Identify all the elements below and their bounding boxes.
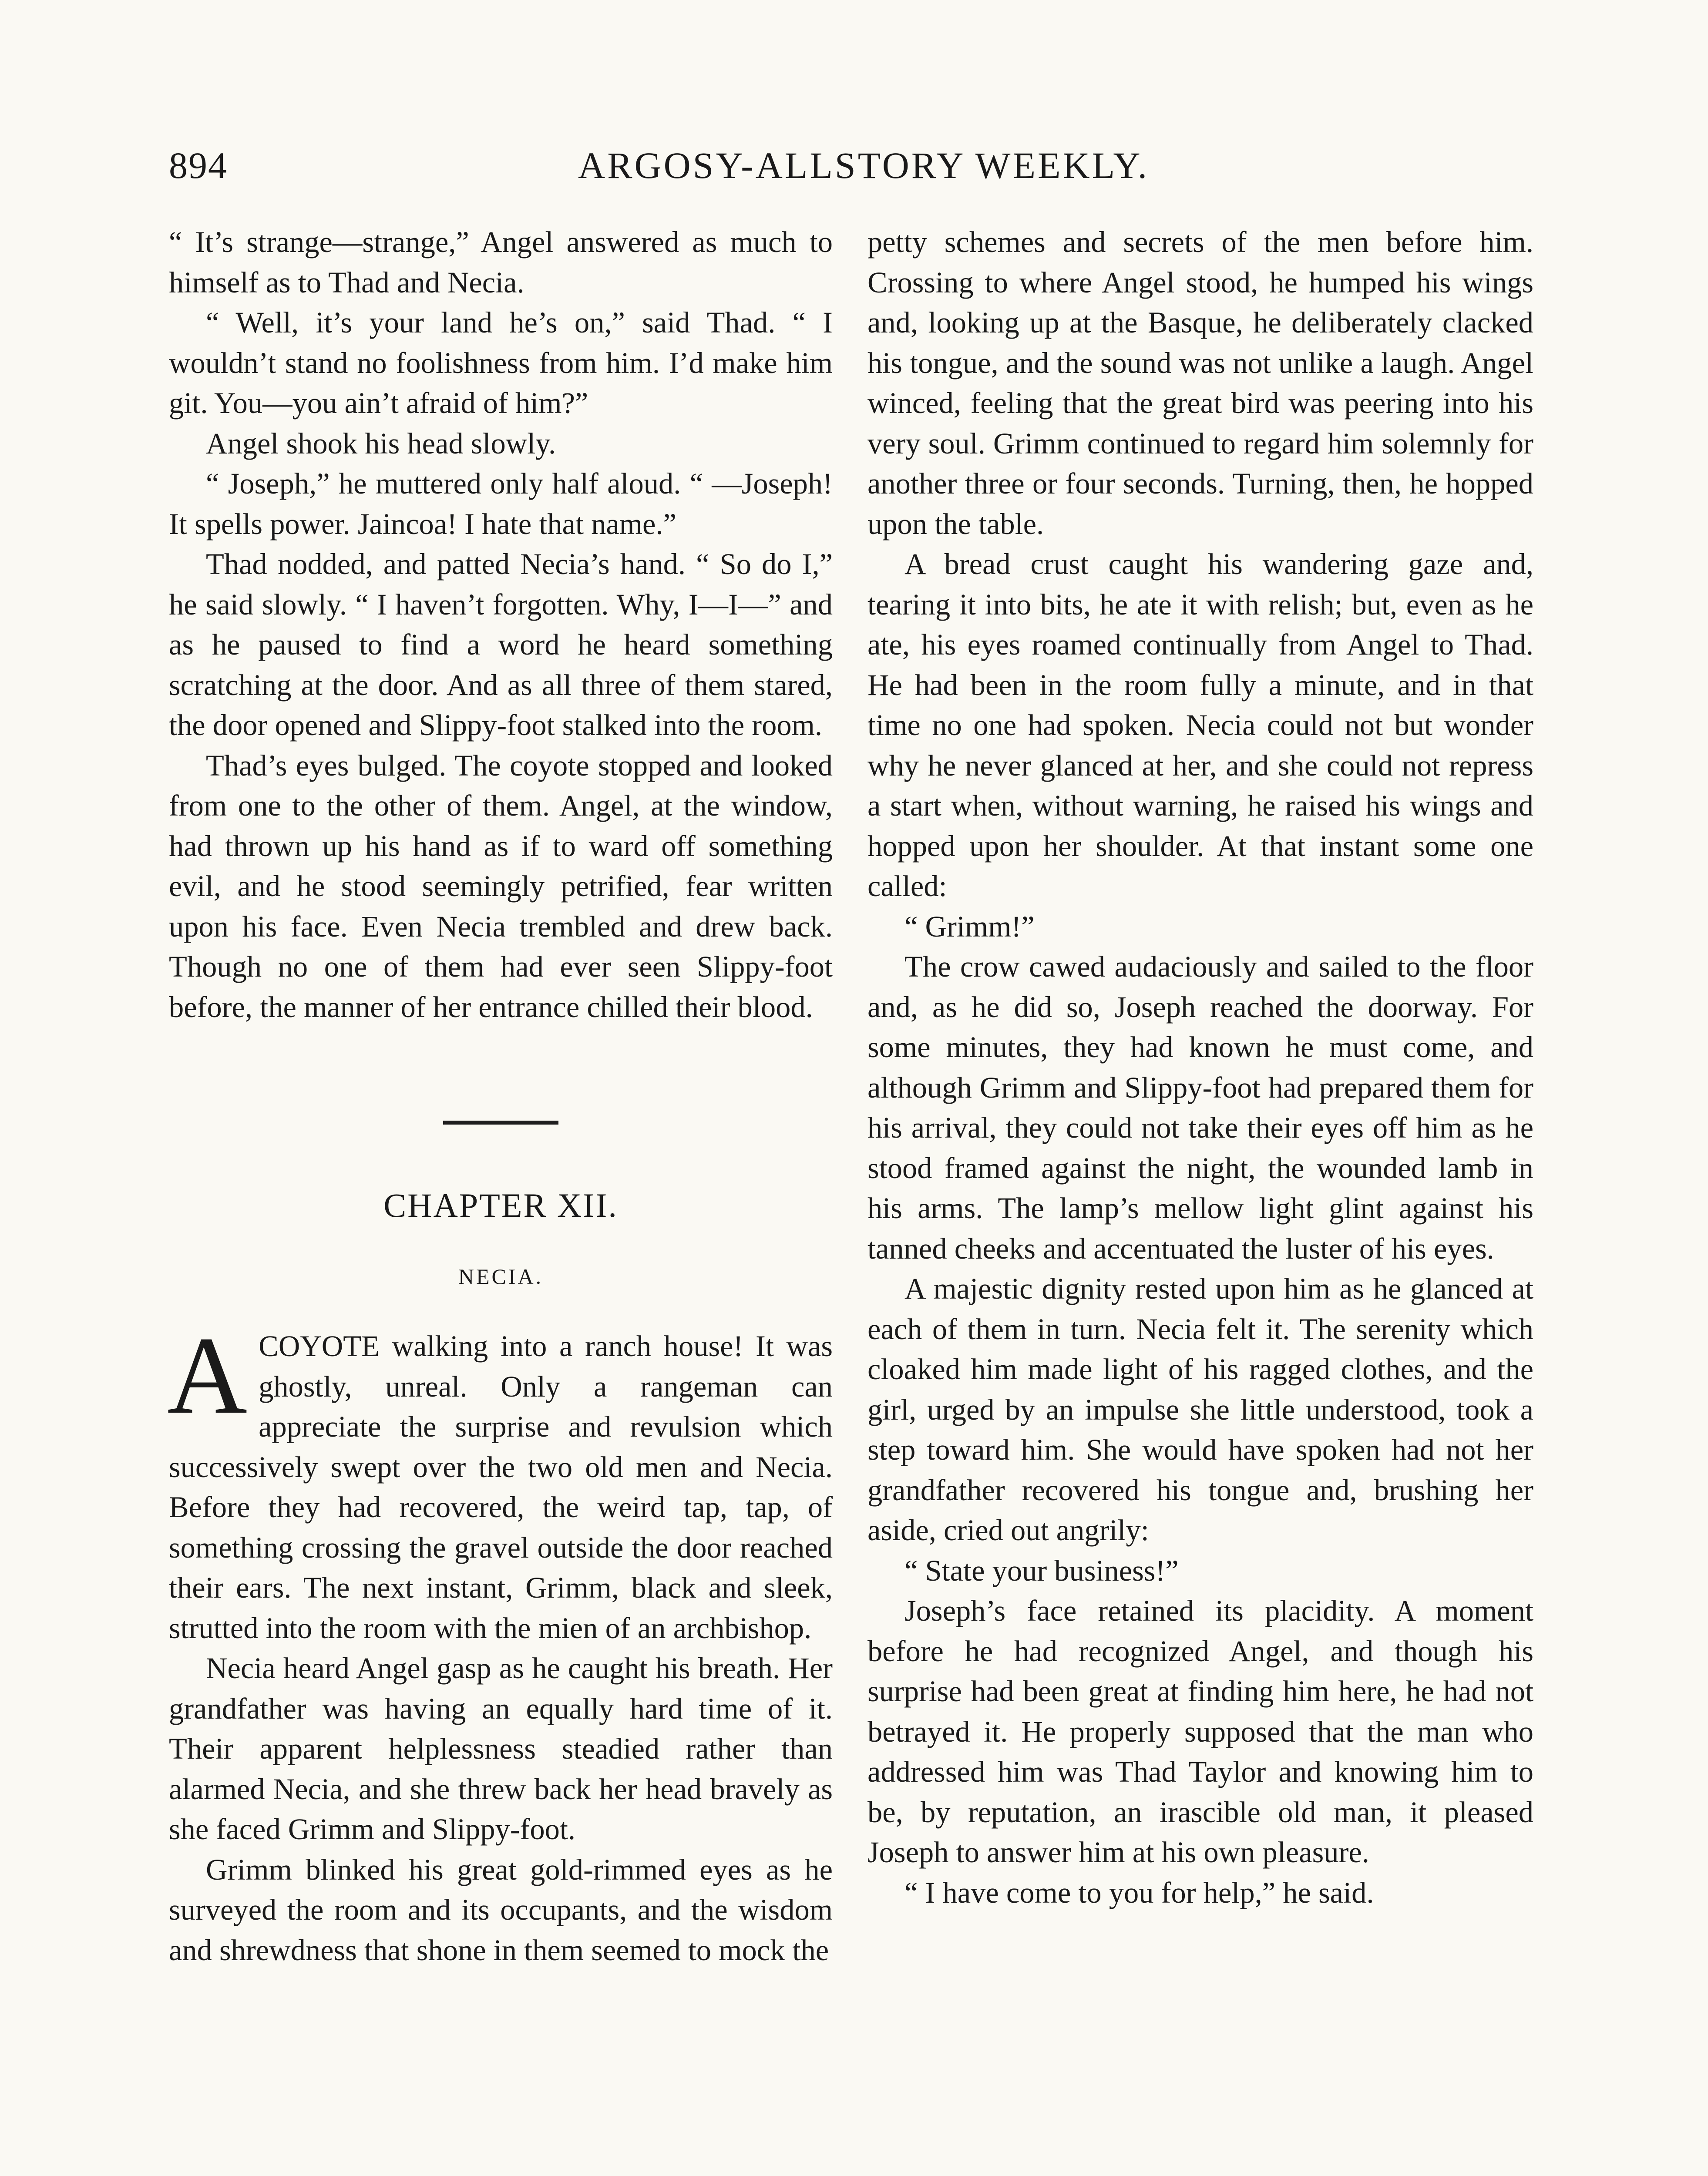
chapter-opening-paragraph — [167, 1314, 833, 1648]
drop-cap: A — [167, 1314, 248, 1437]
paragraph: Grimm blinked his great gold-rimmed eyes as he surveyed the room and its occupants, and the wisdom and shrewdness that shone in them seemed to mock the — [169, 1853, 833, 1967]
paragraph: A majestic dignity rested upon him as he glanced at each of them in turn. Necia felt it. The serenity which cloaked him made light of his ragged clothes, and the girl, urged by an impulse she little understood, took a step toward him. She would have spoken had not her grandfather recovered his tongue and, brushing her aside, cried out angrily: — [867, 1272, 1533, 1547]
chapter-subtitle: NECIA. — [458, 1264, 544, 1289]
paragraph: Necia heard Angel gasp as he caught his breath. Her grandfather was having an equally hard time of it. Their apparent helplessness steadied rather than alarmed Necia, and she threw back her head bravely as she faced Grimm and Slippy-foot. — [169, 1652, 833, 1846]
paragraph: Angel shook his head slowly. — [206, 426, 556, 460]
paragraph: Joseph’s face retained its placidity. A moment before he had recognized Angel, and though his surprise had been great at finding him here, he had not betrayed it. He properly supposed that the man who addressed him was Thad Taylor and knowing him to be, by reputation, an irascible old man, it pleased Joseph to answer him at his own pleasure. — [867, 1594, 1533, 1869]
page-number: 894 — [169, 144, 228, 186]
chapter-title: CHAPTER XII. — [383, 1186, 618, 1224]
running-head: ARGOSY-ALLSTORY WEEKLY. — [578, 144, 1150, 186]
section-divider — [443, 1121, 558, 1125]
left-column — [169, 222, 833, 1970]
paragraph: “ Well, it’s your land he’s on,” said Thad. “ I wouldn’t stand no foolishness from him. I’d make him git. You—you ain’t afraid of him?” — [169, 306, 833, 420]
paragraph: Thad nodded, and patted Necia’s hand. “ So do I,” he said slowly. “ I haven’t forgotten. Why, I—I—” and as he paused to find a word he heard something scratching at the door. And as all three of them stared, the door opened and Slippy-foot stalked into the room. — [169, 547, 833, 742]
paragraph: petty schemes and secrets of the men before him. Crossing to where Angel stood, he humped his wings and, looking up at the Basque, he deliberately clacked his tongue, and the sound was not unlike a laugh. Angel winced, feeling that the great bird was peering into his very soul. Grimm continued to regard him solemnly for another three or four seconds. Turning, then, he hopped upon the table. — [867, 225, 1533, 541]
paragraph: “ Grimm!” — [904, 910, 1035, 943]
paragraph-text: COYOTE walking into a ranch house! It was ghostly, unreal. Only a rangeman can appreciate the surprise and revulsion which successively swept over the two old men and Necia. Before they had recovered, the weird tap, tap, of something crossing the gravel outside the door reached their ears. The next instant, Grimm, black and sleek, strutted into the room with the mien of an archbishop. — [169, 1330, 833, 1645]
paragraph: A bread crust caught his wandering gaze and, tearing it into bits, he ate it with relish; but, even as he ate, his eyes roamed continually from Angel to Thad. He had been in the room fully a minute, and in that time no one had spoken. Necia could not but wonder why he never glanced at her, and she could not repress a start when, without warning, he raised his wings and hopped upon her shoulder. At that instant some one called: — [867, 547, 1533, 903]
paragraph: “ I have come to you for help,” he said. — [904, 1876, 1374, 1909]
paragraph: “ State your business!” — [904, 1554, 1179, 1587]
page-header — [169, 144, 1544, 196]
paragraph: Thad’s eyes bulged. The coyote stopped and looked from one to the other of them. Angel, at the window, had thrown up his hand as if to ward off something evil, and he stood seemingly petrified, fear written upon his face. Even Necia trembled and drew back. Though no one of them had ever seen Slippy-foot before, the manner of her entrance chilled their blood. — [169, 749, 833, 1024]
paragraph: “ It’s strange—strange,” Angel answered as much to himself as to Thad and Necia. — [169, 225, 833, 299]
right-column — [867, 222, 1533, 1913]
paragraph: “ Joseph,” he muttered only half aloud. “ —Joseph! It spells power. Jaincoa! I hate that name.” — [169, 467, 833, 541]
paragraph: The crow cawed audaciously and sailed to the floor and, as he did so, Joseph reached the doorway. For some minutes, they had known he must come, and although Grimm and Slippy-foot had prepared them for his arrival, they could not take their eyes off him as he stood framed against the night, the wounded lamb in his arms. The lamp’s mellow light glint against his tanned cheeks and accentuated the luster of his eyes. — [867, 950, 1533, 1265]
